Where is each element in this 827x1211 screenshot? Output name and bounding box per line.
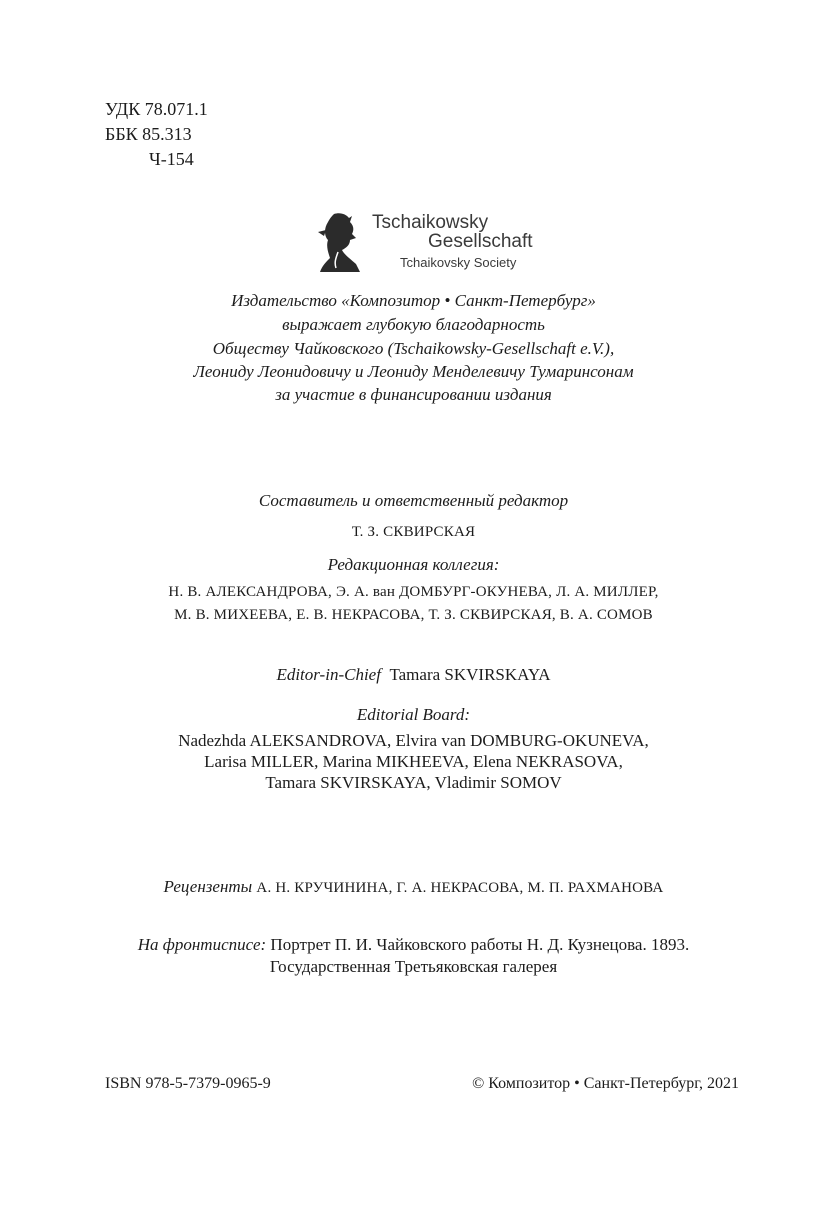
tchaikovsky-silhouette-icon bbox=[316, 212, 362, 274]
acknowledgment-line: за участие в финансировании издания bbox=[275, 385, 552, 404]
acknowledgment-line: выражает глубокую благодарность bbox=[282, 315, 545, 334]
copyright: © Композитор • Санкт-Петербург, 2021 bbox=[472, 1075, 739, 1092]
reviewers-names: А. Н. КРУЧИНИНА, Г. А. НЕКРАСОВА, М. П. РАХМАНОВА bbox=[256, 880, 664, 896]
acknowledgment-line: Обществу Чайковского (Tschaikowsky-Gesellschaft e.V.), bbox=[212, 339, 615, 358]
acknowledgment-line: Леониду Леонидовичу и Леониду Менделевичу Тумаринсонам bbox=[193, 362, 634, 381]
acknowledgment-line: Издательство «Композитор • Санкт-Петербург» bbox=[231, 291, 596, 310]
editorial-board-en-line-2: Larisa MILLER, Marina MIKHEEVA, Elena NEKRASOVA, bbox=[204, 752, 623, 771]
editorial-board-ru-line-1: Н. В. АЛЕКСАНДРОВА, Э. А. ван ДОМБУРГ-ОКУНЕВА, Л. А. МИЛЛЕР, bbox=[168, 584, 659, 600]
reviewers-label: Рецензенты bbox=[163, 877, 253, 896]
logo-line-2: Gesellschaft bbox=[428, 231, 533, 252]
editorial-board-en-line-3: Tamara SKVIRSKAYA, Vladimir SOMOV bbox=[265, 773, 562, 792]
frontispiece-line-1 bbox=[0, 934, 827, 956]
compiler-name: Т. З. СКВИРСКАЯ bbox=[351, 524, 476, 540]
frontispiece-line-2: Государственная Третьяковская галерея bbox=[269, 957, 558, 976]
editorial-board-en-line-1: Nadezhda ALEKSANDROVA, Elvira van DOMBURG-OKUNEVA, bbox=[178, 731, 649, 750]
tchaikovsky-society-logo bbox=[316, 210, 546, 276]
logo-line-1: Tschaikowsky bbox=[372, 212, 489, 233]
frontispiece-label: На фронтисписе: bbox=[137, 935, 267, 954]
reviewers bbox=[0, 876, 827, 899]
frontispiece-text: Портрет П. И. Чайковского работы Н. Д. Кузнецова. 1893. bbox=[270, 935, 690, 954]
bbk-code: ББК 85.313 bbox=[105, 124, 192, 144]
compiler-label: Составитель и ответственный редактор bbox=[258, 491, 569, 510]
editorial-board-en-label: Editorial Board: bbox=[356, 705, 471, 724]
editorial-board-ru-label: Редакционная коллегия: bbox=[327, 555, 500, 574]
editor-in-chief-label: Editor-in-Chief bbox=[276, 665, 381, 684]
logo-line-3: Tchaikovsky Society bbox=[400, 255, 517, 270]
editor-in-chief bbox=[0, 664, 827, 686]
udk-code: УДК 78.071.1 bbox=[105, 99, 208, 119]
author-mark: Ч-154 bbox=[149, 149, 194, 169]
editor-in-chief-name: Tamara SKVIRSKAYA bbox=[389, 665, 551, 684]
isbn: ISBN 978-5-7379-0965-9 bbox=[105, 1075, 271, 1092]
editorial-board-ru-line-2: М. В. МИХЕЕВА, Е. В. НЕКРАСОВА, Т. З. СКВИРСКАЯ, В. А. СОМОВ bbox=[174, 607, 653, 623]
classification-codes bbox=[105, 97, 208, 172]
